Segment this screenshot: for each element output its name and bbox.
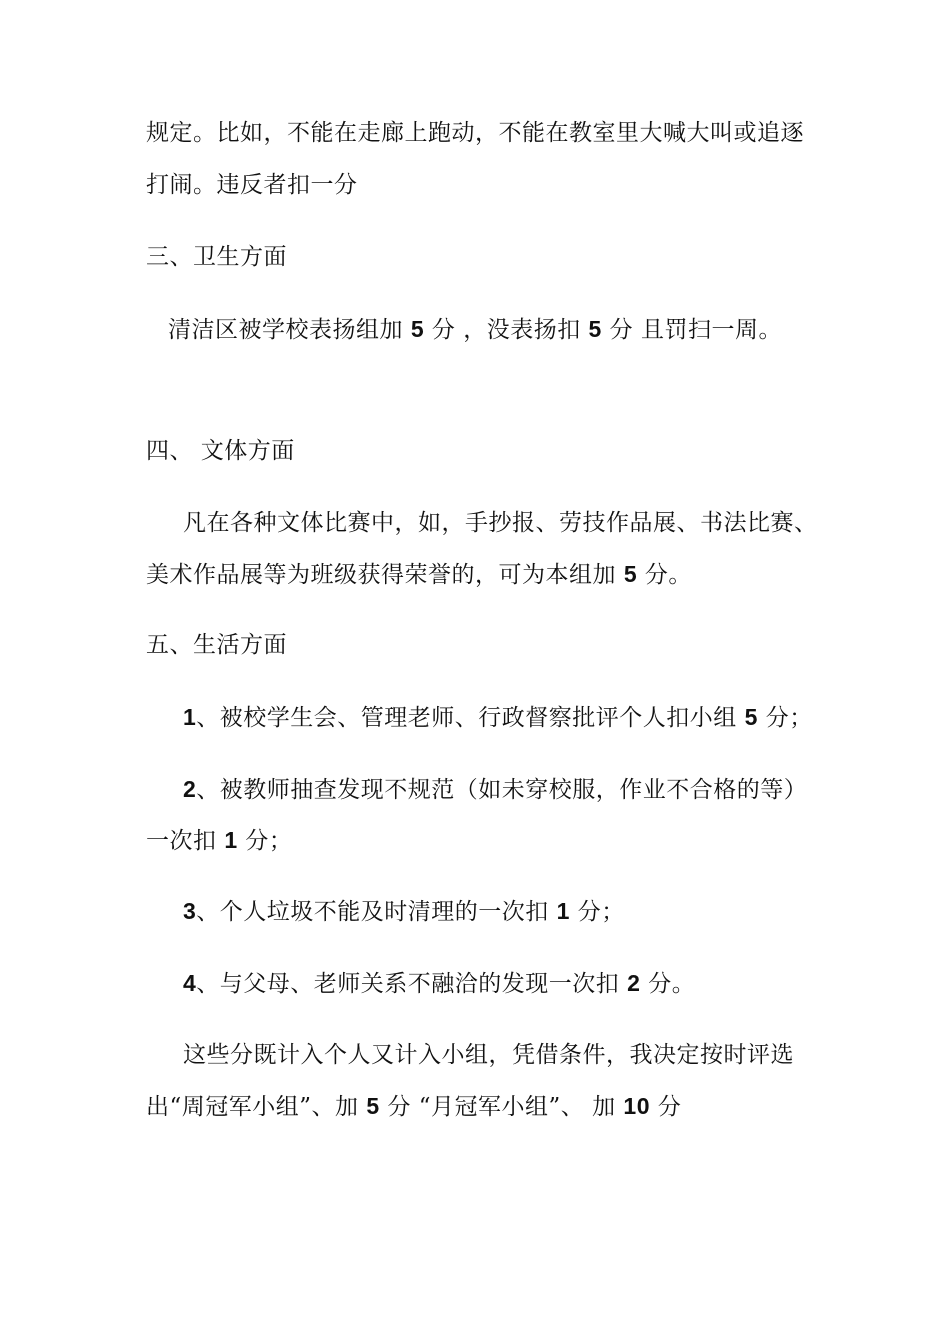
paragraph-line bbox=[183, 1040, 794, 1070]
text: 分； bbox=[765, 705, 813, 731]
text: 分； bbox=[577, 899, 625, 925]
paragraph-line bbox=[146, 1091, 681, 1122]
text: 分 “月冠军小组”、 加 bbox=[387, 1094, 616, 1120]
item-number: 4 bbox=[183, 970, 197, 996]
paragraph-line bbox=[146, 559, 692, 590]
list-item bbox=[183, 896, 625, 927]
item-number: 3 bbox=[183, 898, 197, 924]
text: 规定。比如，不能在走廊上跑动，不能在教室里大喊大叫或追逐 bbox=[146, 120, 804, 146]
text: 分。 bbox=[644, 562, 692, 588]
text: 清洁区被学校表扬组加 bbox=[168, 317, 403, 343]
number: 1 bbox=[224, 827, 238, 853]
number: 5 bbox=[588, 316, 602, 342]
number: 5 bbox=[744, 704, 758, 730]
list-item bbox=[183, 774, 807, 805]
text: 、被教师抽查发现不规范（如未穿校服，作业不合格的等） bbox=[196, 777, 808, 803]
section-heading-life bbox=[146, 630, 287, 660]
text: 分 bbox=[657, 1094, 682, 1120]
text: 这些分既计入个人又计入小组，凭借条件，我决定按时评选 bbox=[183, 1042, 794, 1068]
text: 、被校学生会、管理老师、行政督察批评个人扣小组 bbox=[196, 705, 737, 731]
text: 、与父母、老师关系不融洽的发现一次扣 bbox=[196, 971, 620, 997]
text: 分。 bbox=[648, 971, 696, 997]
text: 一次扣 bbox=[146, 828, 217, 854]
paragraph-line bbox=[183, 508, 818, 538]
list-item bbox=[183, 702, 813, 733]
number: 10 bbox=[623, 1093, 650, 1119]
text: 、个人垃圾不能及时清理的一次扣 bbox=[196, 899, 549, 925]
text: 出“周冠军小组”、加 bbox=[146, 1094, 359, 1120]
heading-text: 五、生活方面 bbox=[146, 632, 287, 658]
text: 分 且罚扫一周。 bbox=[609, 317, 782, 343]
number: 5 bbox=[623, 561, 638, 587]
section-heading-hygiene bbox=[146, 242, 287, 272]
list-item bbox=[183, 968, 695, 999]
heading-text: 四、 文体方面 bbox=[146, 438, 295, 464]
number: 5 bbox=[410, 316, 425, 342]
text: 打闹。违反者扣一分 bbox=[146, 172, 358, 198]
text: 凡在各种文体比赛中，如，手抄报、劳技作品展、书法比赛、 bbox=[183, 510, 818, 536]
item-number: 1 bbox=[183, 704, 197, 730]
heading-text: 三、卫生方面 bbox=[146, 244, 287, 270]
number: 1 bbox=[556, 898, 570, 924]
list-item-continuation bbox=[146, 825, 292, 856]
text: 美术作品展等为班级获得荣誉的，可为本组加 bbox=[146, 562, 616, 588]
text: 分； bbox=[245, 828, 293, 854]
paragraph-line bbox=[146, 170, 358, 200]
text: 分 ，没表扬扣 bbox=[431, 317, 581, 343]
number: 5 bbox=[366, 1093, 380, 1119]
item-number: 2 bbox=[183, 776, 197, 802]
paragraph-line bbox=[168, 314, 782, 345]
paragraph-line bbox=[146, 118, 804, 148]
number: 2 bbox=[627, 970, 641, 996]
section-heading-arts-sports bbox=[146, 436, 295, 466]
